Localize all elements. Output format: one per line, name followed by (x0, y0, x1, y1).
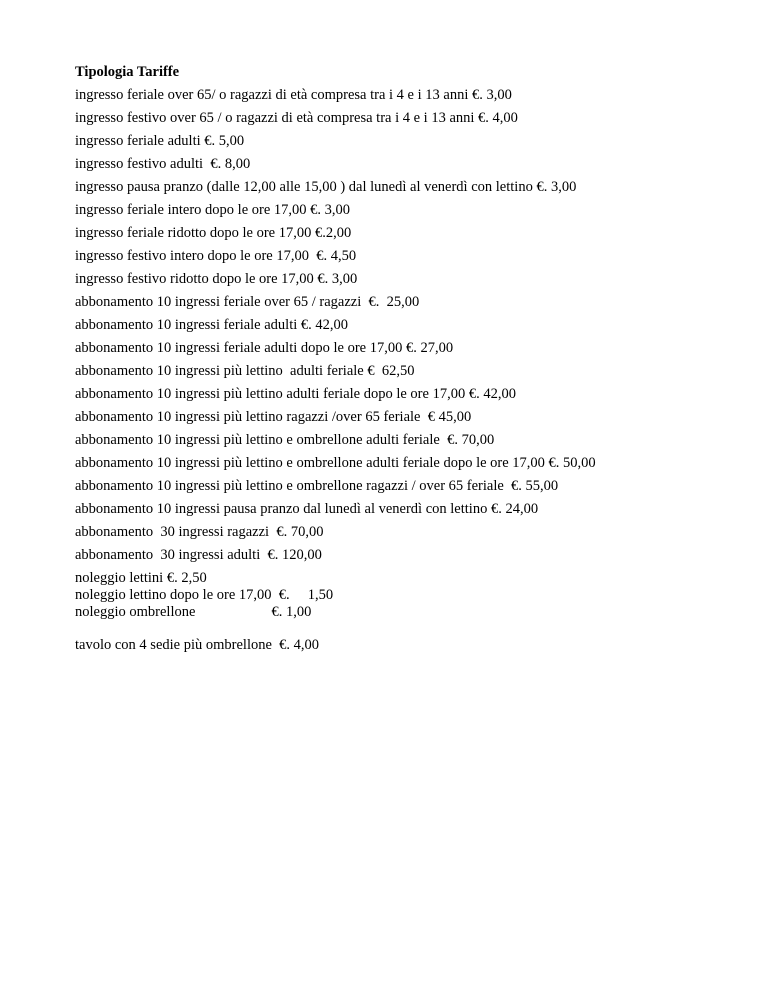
price-line-ingresso-feriale-adulti: ingresso feriale adulti €. 5,00 (75, 133, 245, 149)
price-line-abbonamento-lettino-ombrellone-adulti-sera: abbonamento 10 ingressi più lettino e ombrellone adulti feriale dopo le ore 17,00 €. 50,00 (75, 455, 596, 471)
price-line-ingresso-pausa-pranzo: ingresso pausa pranzo (dalle 12,00 alle 15,00 ) dal lunedì al venerdì con lettino €. 3,00 (75, 179, 577, 195)
document-title: Tipologia Tariffe (75, 64, 180, 80)
price-line-ingresso-festivo-ridotto-sera: ingresso festivo ridotto dopo le ore 17,00 €. 3,00 (75, 271, 358, 287)
rental-line-lettini: noleggio lettini €. 2,50 (75, 570, 207, 586)
price-line-abbonamento-feriale-adulti-sera: abbonamento 10 ingressi feriale adulti dopo le ore 17,00 €. 27,00 (75, 340, 454, 356)
price-line-abbonamento-lettino-ombrellone-ragazzi-over65: abbonamento 10 ingressi più lettino e ombrellone ragazzi / over 65 feriale €. 55,00 (75, 478, 559, 494)
price-line-abbonamento-feriale-adulti: abbonamento 10 ingressi feriale adulti €. 42,00 (75, 317, 349, 333)
price-list (75, 87, 745, 564)
rental-line-lettino-sera: noleggio lettino dopo le ore 17,00 €. 1,50 (75, 587, 334, 603)
price-line-abbonamento-lettino-ombrellone-adulti: abbonamento 10 ingressi più lettino e ombrellone adulti feriale €. 70,00 (75, 432, 495, 448)
price-line-abbonamento-feriale-over65-ragazzi: abbonamento 10 ingressi feriale over 65 / ragazzi €. 25,00 (75, 294, 420, 310)
price-line-abbonamento-lettino-adulti: abbonamento 10 ingressi più lettino adulti feriale € 62,50 (75, 363, 415, 379)
price-document (75, 64, 745, 654)
price-line-ingresso-festivo-intero-sera: ingresso festivo intero dopo le ore 17,00 €. 4,50 (75, 248, 357, 264)
price-line-abbonamento-lettino-adulti-sera: abbonamento 10 ingressi più lettino adulti feriale dopo le ore 17,00 €. 42,00 (75, 386, 516, 402)
price-line-ingresso-feriale-intero-sera: ingresso feriale intero dopo le ore 17,00 €. 3,00 (75, 202, 351, 218)
price-line-ingresso-feriale-over65-ragazzi: ingresso feriale over 65/ o ragazzi di età compresa tra i 4 e i 13 anni €. 3,00 (75, 87, 512, 103)
table-offer-line: tavolo con 4 sedie più ombrellone €. 4,00 (75, 637, 320, 653)
price-line-ingresso-feriale-ridotto-sera: ingresso feriale ridotto dopo le ore 17,00 €.2,00 (75, 225, 352, 241)
price-line-abbonamento-30-adulti: abbonamento 30 ingressi adulti €. 120,00 (75, 547, 322, 563)
price-line-abbonamento-30-ragazzi: abbonamento 30 ingressi ragazzi €. 70,00 (75, 524, 324, 540)
price-line-ingresso-festivo-adulti: ingresso festivo adulti €. 8,00 (75, 156, 251, 172)
price-line-ingresso-festivo-over65-ragazzi: ingresso festivo over 65 / o ragazzi di età compresa tra i 4 e i 13 anni €. 4,00 (75, 110, 518, 126)
price-line-abbonamento-lettino-ragazzi-over65: abbonamento 10 ingressi più lettino ragazzi /over 65 feriale € 45,00 (75, 409, 472, 425)
rental-line-ombrellone: noleggio ombrellone €. 1,00 (75, 604, 312, 620)
rental-prices (75, 570, 745, 621)
price-line-abbonamento-pausa-pranzo: abbonamento 10 ingressi pausa pranzo dal lunedì al venerdì con lettino €. 24,00 (75, 501, 539, 517)
